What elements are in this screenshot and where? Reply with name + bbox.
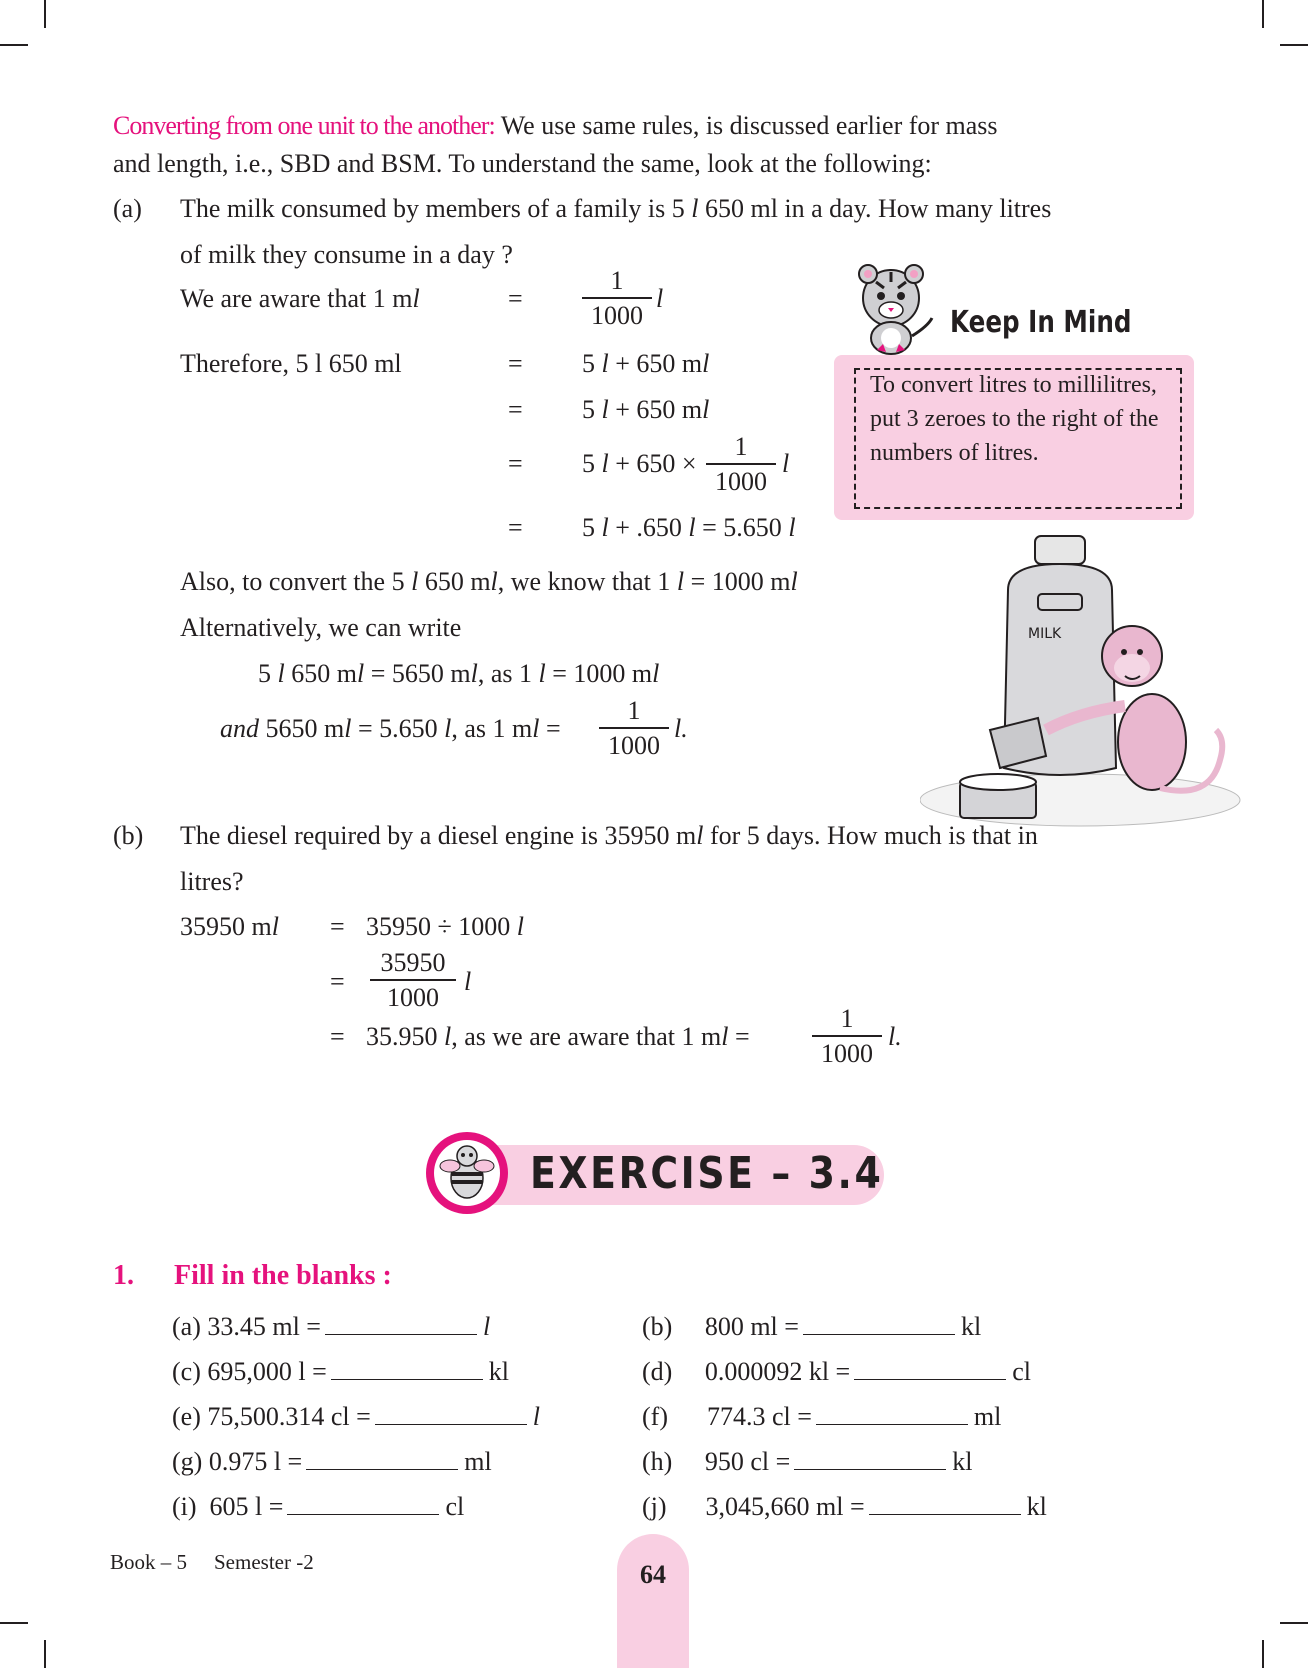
answer-blank[interactable]: [306, 1447, 458, 1470]
item-label: (d): [642, 1357, 673, 1386]
num: 5650 m: [265, 714, 345, 743]
num: = 5.650: [702, 513, 782, 542]
blank-item: [172, 1356, 509, 1388]
aware-line: [180, 283, 420, 315]
unit-l: l: [696, 821, 704, 850]
step-2: [582, 394, 709, 426]
unit-l: l: [688, 513, 696, 542]
unit-l: l: [277, 659, 285, 688]
unit-l: l: [490, 567, 498, 596]
unit-l: l: [538, 659, 546, 688]
item-unit: ml: [973, 1402, 1002, 1431]
blank-item: [642, 1311, 981, 1343]
unit-l: l: [516, 912, 525, 941]
answer-blank[interactable]: [375, 1402, 527, 1425]
item-label: (f): [642, 1402, 668, 1431]
q-text: 650 ml in a day. How many litres: [704, 194, 1052, 223]
answer-blank[interactable]: [325, 1312, 477, 1335]
unit-l: l: [601, 513, 609, 542]
denominator: 1000: [608, 730, 660, 760]
answer-blank[interactable]: [287, 1492, 439, 1515]
item-unit: ml: [464, 1447, 492, 1476]
part-b-question-2: litres?: [180, 867, 244, 896]
crop-mark: [0, 1622, 28, 1624]
crop-mark: [0, 44, 28, 46]
part-b-question-1: [180, 820, 1038, 852]
unit-l: l: [721, 1022, 729, 1051]
unit-l: l: [691, 194, 699, 223]
blank-item: [642, 1446, 973, 1478]
item-label: (e): [172, 1402, 201, 1431]
item-lhs: 3,045,660 ml =: [705, 1492, 865, 1521]
num: 5: [582, 449, 595, 478]
page-number-tab: [617, 1534, 689, 1668]
fraction-1-over-1000: [706, 432, 776, 497]
equals-sign: =: [508, 513, 523, 542]
bee-badge-icon: [424, 1130, 510, 1216]
question-text: Fill in the blanks :: [174, 1260, 392, 1291]
blank-item: [172, 1311, 490, 1343]
equals-sign: =: [330, 1022, 345, 1051]
blank-item: [172, 1491, 464, 1523]
item-unit: l: [482, 1312, 491, 1341]
equals-sign: =: [330, 967, 345, 996]
num: 35.950: [366, 1022, 438, 1051]
num: = 1000 m: [552, 659, 653, 688]
equals-sign: =: [508, 395, 523, 424]
fraction-bar: [582, 297, 652, 299]
exercise-title: EXERCISE – 3.4: [530, 1148, 884, 1199]
num: , as 1: [477, 659, 532, 688]
crop-mark: [44, 1640, 46, 1668]
also-text: Also, to convert the 5: [180, 567, 405, 596]
part-b-label: (b): [113, 821, 144, 850]
item-unit: kl: [952, 1447, 973, 1476]
crop-mark: [44, 0, 46, 28]
milk-label: MILK: [1028, 626, 1062, 642]
question-number: 1.: [113, 1260, 134, 1291]
numerator: 1: [840, 1004, 854, 1033]
numerator: 1: [627, 696, 641, 725]
item-unit: l: [532, 1402, 541, 1431]
num: 35950 m: [180, 912, 272, 941]
fraction-1-over-1000: [812, 1004, 882, 1069]
item-lhs: 774.3 cl =: [706, 1402, 812, 1431]
num: + 650 ×: [615, 449, 697, 478]
alternatively-line: Alternatively, we can write: [180, 613, 462, 642]
num: 35950 ÷ 1000: [366, 912, 511, 941]
unit-l: l: [470, 659, 478, 688]
blank-item: [642, 1356, 1031, 1388]
item-lhs: 800 ml =: [704, 1312, 799, 1341]
unit-l: l: [676, 567, 685, 596]
equals-sign: =: [508, 349, 523, 378]
unit-l: l: [656, 284, 664, 313]
answer-blank[interactable]: [854, 1357, 1006, 1380]
num: = 5.650: [357, 714, 438, 743]
intro-line-2: and length, i.e., SBD and BSM. To understand the same, look at the following:: [113, 149, 932, 178]
fraction-bar: [370, 979, 456, 981]
page-number: 64: [640, 1560, 666, 1589]
item-lhs: 605 l =: [209, 1492, 284, 1521]
num: 5: [582, 395, 595, 424]
unit-l: l: [652, 659, 660, 688]
unit-l: l: [601, 449, 609, 478]
denominator: 1000: [821, 1038, 873, 1068]
b-lhs: [180, 911, 279, 943]
unit-l: l: [702, 395, 710, 424]
crop-mark: [1280, 44, 1308, 46]
keep-in-mind-text: To convert litres to millilitres, put 3 zeroes to the right of the numbers of litres.: [870, 372, 1159, 466]
unit-l-period: l.: [674, 714, 688, 743]
fraction-bar: [706, 463, 776, 465]
part-a-question-1: [180, 193, 1051, 225]
num: + 650 m: [615, 395, 703, 424]
unit-l: l: [444, 714, 452, 743]
num: 650 m: [291, 659, 357, 688]
unit-l: l: [444, 1022, 452, 1051]
answer-blank[interactable]: [816, 1402, 968, 1425]
blank-item: [172, 1446, 492, 1478]
unit-l: l: [464, 967, 472, 996]
unit-l: l: [788, 513, 796, 542]
unit-l: l: [790, 567, 798, 596]
item-lhs: 75,500.314 cl =: [207, 1402, 371, 1431]
answer-blank[interactable]: [869, 1492, 1021, 1515]
aware-text: We are aware that 1 m: [180, 284, 413, 313]
num: + .650: [615, 513, 682, 542]
item-label: (a): [172, 1312, 201, 1341]
item-unit: kl: [1026, 1492, 1047, 1521]
numerator: 35950: [380, 948, 446, 977]
denominator: 1000: [715, 466, 767, 496]
keep-in-mind-title: Keep In Mind: [950, 305, 1132, 340]
q-text: for 5 days. How much is that in: [709, 821, 1038, 850]
footer-book: Book – 5: [110, 1550, 188, 1574]
also-text: = 1000 m: [690, 567, 791, 596]
intro-text: We use same rules, is discussed earlier for mass: [500, 111, 998, 140]
item-unit: kl: [960, 1312, 982, 1341]
num: 5: [582, 349, 595, 378]
also-text: , we know that 1: [497, 567, 671, 596]
item-label: (b): [642, 1312, 673, 1341]
step-4: [582, 512, 796, 544]
unit-l: l: [344, 714, 352, 743]
fraction-35950-over-1000: [370, 948, 456, 1013]
unit-l: l: [601, 395, 609, 424]
num: =: [734, 1022, 750, 1051]
item-lhs: 0.000092 kl =: [704, 1357, 851, 1386]
item-label: (g): [172, 1447, 203, 1476]
q-text: The diesel required by a diesel engine is 35950 m: [180, 821, 697, 850]
num: , as we are aware that 1 m: [451, 1022, 722, 1051]
unit-l: l: [702, 349, 710, 378]
intro-line-1: [113, 110, 998, 142]
step-3: [582, 448, 697, 480]
num: , as 1 m: [451, 714, 533, 743]
crop-mark: [1262, 1640, 1264, 1668]
item-lhs: 695,000 l =: [207, 1357, 327, 1386]
step-1: [582, 348, 709, 380]
part-a-question-2: of milk they consume in a day ?: [180, 240, 513, 269]
numerator: 1: [610, 266, 624, 295]
also-text: 650 m: [424, 567, 491, 596]
crop-mark: [1262, 0, 1264, 28]
item-label: (i): [172, 1492, 197, 1521]
num: 5: [258, 659, 271, 688]
fraction-1-over-1000: [599, 696, 669, 761]
blank-item: [642, 1401, 1001, 1433]
also-line: [180, 566, 798, 598]
tiger-mascot-icon: [846, 264, 936, 356]
intro-heading: Converting from one unit to the another:: [113, 111, 495, 140]
b-step-3: [366, 1021, 750, 1053]
equals-sign: =: [508, 284, 523, 313]
num: 5: [582, 513, 595, 542]
unit-l: l: [271, 912, 279, 941]
unit-l: l: [782, 449, 790, 478]
equals-sign: =: [508, 449, 523, 478]
unit-l: l: [412, 284, 420, 313]
b-step-1: [366, 911, 524, 943]
item-unit: cl: [445, 1492, 465, 1521]
fraction-bar: [812, 1035, 882, 1037]
item-label: (j): [642, 1492, 667, 1521]
part-a-label: (a): [113, 194, 142, 223]
unit-l: l: [411, 567, 419, 596]
num: = 5650 m: [370, 659, 471, 688]
answer-blank[interactable]: [794, 1447, 946, 1470]
num: + 650 m: [615, 349, 703, 378]
denominator: 1000: [591, 300, 643, 330]
and-word: and: [220, 714, 259, 743]
denominator: 1000: [387, 982, 439, 1012]
item-lhs: 33.45 ml =: [207, 1312, 321, 1341]
q-text: The milk consumed by members of a family is 5: [180, 194, 685, 223]
unit-l: l: [356, 659, 365, 688]
item-lhs: 950 cl =: [704, 1447, 791, 1476]
item-lhs: 0.975 l =: [208, 1447, 303, 1476]
item-label: (c): [172, 1357, 201, 1386]
fraction-bar: [599, 727, 669, 729]
milk-can-monkey-illustration: [920, 530, 1250, 840]
footer-semester: Semester -2: [214, 1550, 314, 1574]
item-unit: cl: [1012, 1357, 1031, 1386]
therefore-line: Therefore, 5 l 650 ml: [180, 349, 402, 378]
blank-item: [642, 1491, 1047, 1523]
answer-blank[interactable]: [331, 1357, 483, 1380]
num: =: [546, 714, 561, 743]
unit-l-period: l.: [888, 1022, 902, 1051]
equals-sign: =: [330, 912, 345, 941]
fraction-1-over-1000: [582, 266, 652, 331]
item-label: (h): [642, 1447, 673, 1476]
unit-l: l: [532, 714, 540, 743]
crop-mark: [1280, 1622, 1308, 1624]
item-unit: kl: [488, 1357, 509, 1386]
alt-line-1: [258, 658, 659, 690]
answer-blank[interactable]: [803, 1312, 955, 1335]
unit-l: l: [601, 349, 609, 378]
alt-line-2: [220, 713, 561, 745]
numerator: 1: [734, 432, 748, 461]
blank-item: [172, 1401, 540, 1433]
